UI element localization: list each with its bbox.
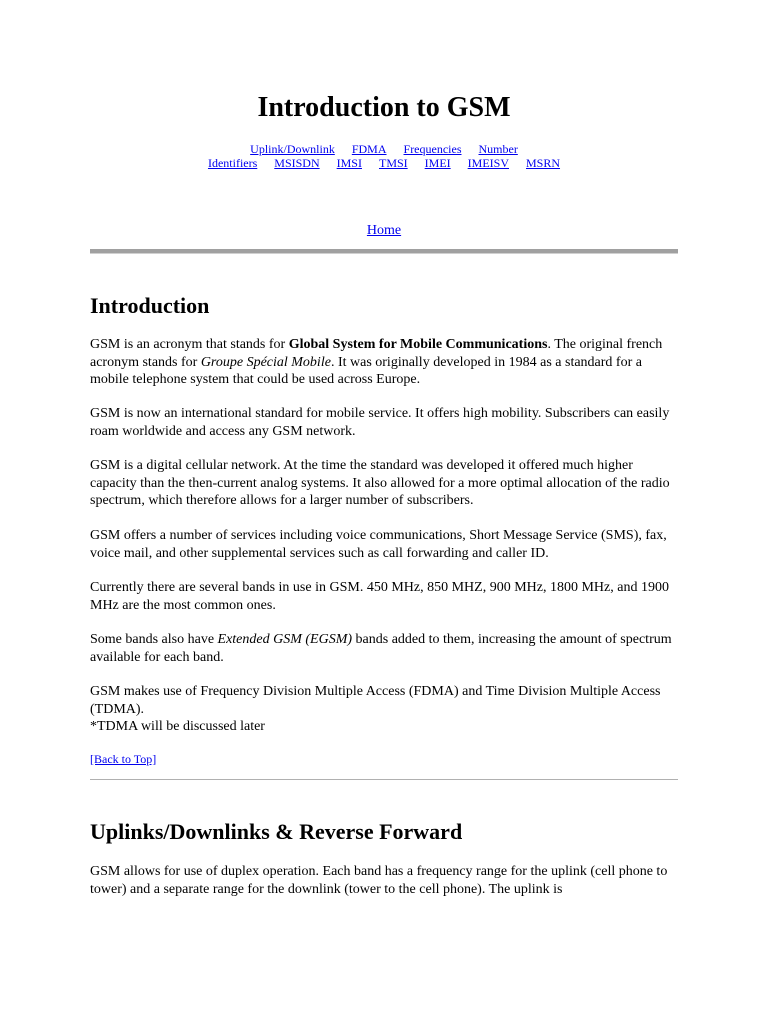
intro-p1-italic: Groupe Spécial Mobile <box>200 354 331 370</box>
intro-p1-text-b: . The original french acronym stands for <box>90 337 663 370</box>
home-link-container <box>90 223 678 239</box>
intro-p6-italic: Extended GSM (EGSM) <box>217 632 353 647</box>
uplinks-heading: Uplinks/Downlinks & Reverse Forward <box>90 819 463 844</box>
nav-link-imei[interactable]: IMEI <box>424 156 451 170</box>
intro-p1-text-a: GSM is an acronym that stands for <box>90 337 289 352</box>
nav-link-msrn[interactable]: MSRN <box>526 156 561 170</box>
back-to-top-container <box>90 752 156 766</box>
intro-paragraph-5: Currently there are several bands in use in GSM. 450 MHz, 850 MHZ, 900 MHz, 1800 MHz, and 1900 MHz are the most common ones. <box>90 580 669 613</box>
nav-link-imsi[interactable]: IMSI <box>336 156 362 170</box>
intro-paragraph-3: GSM is a digital cellular network. At the time the standard was developed it offered much higher capacity than the then-current analog systems. It also allowed for a more optimal allocation of the radio spectrum, which therefore allows for a larger number of subscribers. <box>90 458 670 508</box>
page-title: Introduction to GSM <box>257 92 511 123</box>
intro-p6-text-a: Some bands also have <box>90 632 218 647</box>
uplinks-paragraph-1: GSM allows for use of duplex operation. Each band has a frequency range for the uplink (cell phone to tower) and a separate range for the downlink (tower to the cell phone). The uplink is <box>90 864 668 897</box>
section-divider <box>90 779 678 780</box>
intro-p1-bold: Global System for Mobile Communications <box>288 337 548 352</box>
header-divider <box>90 249 678 254</box>
intro-paragraph-1 <box>90 336 678 389</box>
intro-paragraph-2: GSM is now an international standard for mobile service. It offers high mobility. Subscribers can easily roam worldwide and access any GSM network. <box>90 406 670 439</box>
nav-link-uplink-downlink[interactable]: Uplink/Downlink <box>250 142 335 156</box>
nav-link-frequencies[interactable]: Frequencies <box>403 142 462 156</box>
intro-paragraph-4: GSM offers a number of services including voice communications, Short Message Service (SMS), fax, voice mail, and other supplemental services such as call forwarding and caller ID. <box>90 528 667 561</box>
home-link[interactable]: Home <box>366 223 402 238</box>
intro-p6-text-b: bands added to them, increasing the amount of spectrum available for each band. <box>90 632 672 665</box>
intro-heading: Introduction <box>90 293 210 318</box>
nav-row-2 <box>90 156 678 170</box>
intro-p7-line-2: *TDMA will be discussed later <box>90 719 265 734</box>
intro-p7-line-1: GSM makes use of Frequency Division Multiple Access (FDMA) and Time Division Multiple Access (TDMA). <box>90 684 661 717</box>
nav-links <box>90 142 678 170</box>
intro-paragraph-6 <box>90 631 678 666</box>
nav-link-imeisv[interactable]: IMEISV <box>467 156 509 170</box>
intro-paragraph-7 <box>90 683 678 736</box>
back-to-top-link[interactable]: [Back to Top] <box>90 752 157 766</box>
nav-row-1 <box>90 142 678 156</box>
nav-link-number[interactable]: Number <box>478 142 518 156</box>
nav-link-identifiers[interactable]: Identifiers <box>207 156 258 170</box>
intro-p1-text-c: . It was originally developed in 1984 as a standard for a mobile telephone system that could be used across Europe. <box>90 354 642 387</box>
nav-link-msisdn[interactable]: MSISDN <box>274 156 320 170</box>
nav-link-tmsi[interactable]: TMSI <box>378 156 408 170</box>
nav-link-fdma[interactable]: FDMA <box>351 142 387 156</box>
